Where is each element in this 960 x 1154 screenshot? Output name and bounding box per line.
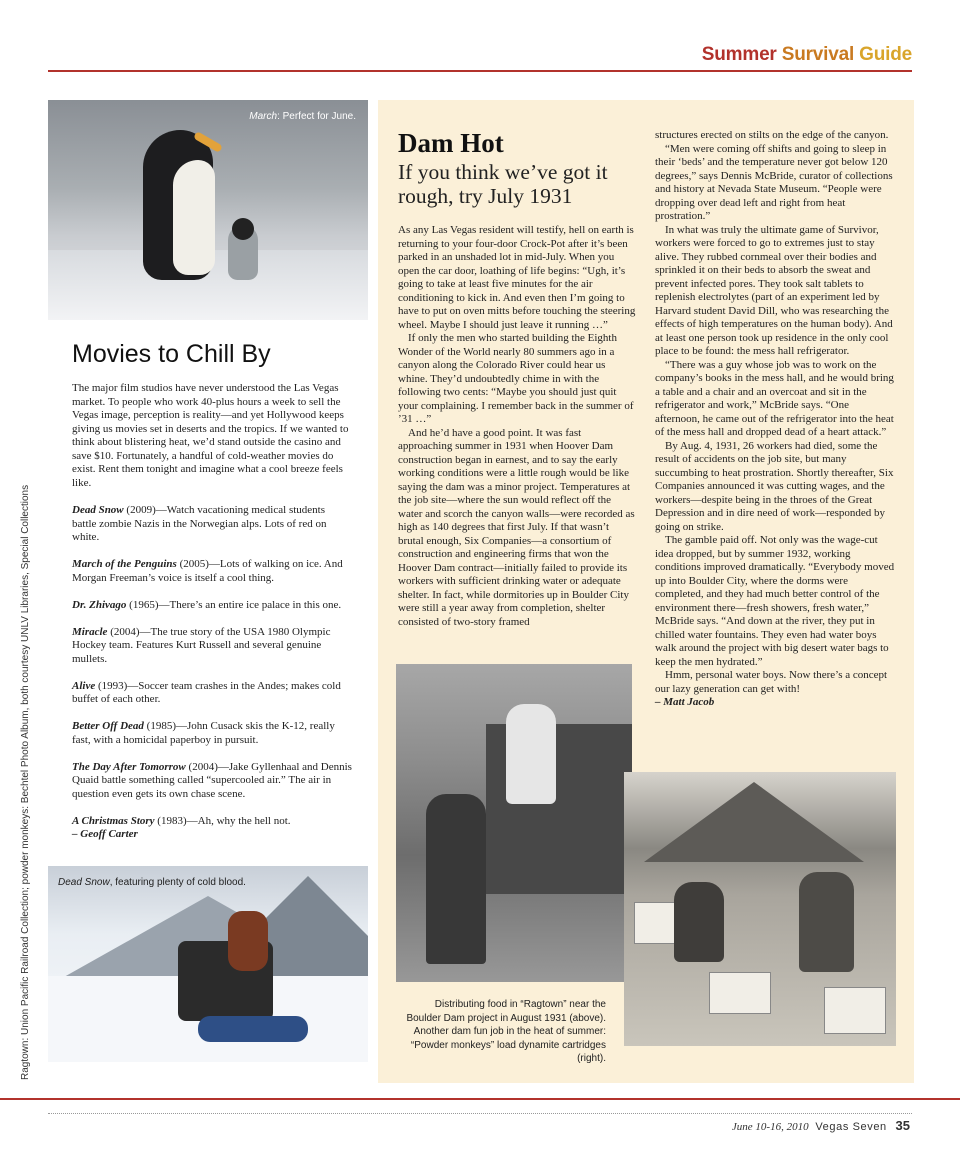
issue-date: June 10-16, 2010 [731,1121,809,1133]
movie-desc: Watch vacationing medical students battle zombie Nazis in the Norwegian alps. Lots of red on white. [72,504,327,543]
list-item [72,504,352,545]
paragraph: “There was a guy whose job was to work on the company’s books in the mess hall, and he would bring a table and a chair and an overcoat and sit in the refrigerator and work,” McBride says. “One afternoon, he came out of the refrigerator into the heat of the mess hall and dropped dead of a heart attack.” [655,358,894,438]
movie-desc: Ah, why the hell not. [197,814,291,827]
movie-desc: Soccer team crashes in the Andes; makes cold buffet of each other. [72,679,341,705]
fallen-figure [198,1016,308,1042]
dam-mountain [644,782,864,862]
powder-monkeys-photo [624,772,896,1046]
ragtown-family [426,794,486,964]
section-title-word-2: Survival [781,44,855,65]
movie-title: March of the Penguins [72,558,177,570]
dam-subtitle: If you think we’ve got it rough, try July 1931 [398,160,608,208]
movie-year: (2004)— [107,625,151,638]
penguin-caption-title: March [249,111,278,122]
penguin-caption [249,110,356,123]
dam-title: Dam Hot [398,128,504,158]
paragraph: By Aug. 4, 1931, 26 workers had died, some the result of accidents on the job site, but many succumbing to heat prostration. Shortly thereafter, Six Companies announced it was cutting wages, and the workers—despite being in the throes of the Great Depression and in dire need of work—responded by going on strike. [655,439,894,533]
paragraph: In what was truly the ultimate game of Survivor, workers were forced to go to extremes just to stay alive. They rubbed cornmeal over their bodies and sprinkled it on their beds to absorb the sweat and prevent infected pores. They took salt tablets to replenish electrolytes (part of an experiment led by Harvard student David Dill, who was researching the effects of high temperatures on the human body). And at least one person took up residence in the only cool place to be found: the mess hall refrigerator. [655,223,893,357]
ragtown-photo [396,664,632,982]
movie-year: (1993)— [95,679,139,692]
page-number: 35 [895,1118,910,1133]
movie-desc: John Cusack skis the K-12, really fast, with a homicidal paperboy in pursuit. [72,720,335,746]
photo-credit: Ragtown: Union Pacific Railroad Collection; powder monkeys: Bechtel Photo Album, both courtesy UNLV Libraries, Special Collections [20,484,31,1080]
dam-column-2 [655,129,895,710]
movie-year: (1985)— [143,720,187,732]
movie-title: Dr. Zhivago [72,598,127,611]
footer-dotted-rule [48,1113,912,1114]
powder-monkey-worker [799,872,854,972]
movie-title: Dead Snow [72,504,124,516]
dynamite-box [709,972,771,1014]
list-item [72,558,352,585]
movie-desc: The true story of the USA 1980 Olympic Hockey team. Features Kurt Russell and several genuine mullets. [72,625,331,665]
movies-list [72,504,352,842]
paragraph: If only the men who started building the Eighth Wonder of the World nearly 80 summers ago in a canyon along the Colorado River could hear us whine. They’d undoubtedly chime in with the following two cents: “Maybe you should just quit your complaining. I remember back in the summer of ’31 …” [398,332,634,425]
section-title-word-1: Summer [701,44,777,65]
penguin-belly [173,160,215,275]
movie-desc: Jake Gyllenhaal and Dennis Quaid battle something called “supercooled air.” The air in question even gets its own chase scene. [72,760,352,800]
list-item [72,680,352,707]
list-item [72,599,352,613]
magazine-name: Vegas Seven [815,1121,887,1133]
penguin-chick-head [232,218,254,240]
movies-intro: The major film studios have never understood the Las Vegas market. To people who work 40-plus hours a week to sell the Vegas image, perception is reality—and yet Hollywood keeps giving us movies set in deserts and the tropics. If we wanted to think about blistering heat, we’d stand outside the casino and save $10. Fortunately, a handful of cold-weather movies do exist. Rent them tonight and imagine what a cool breeze feels like. [72,382,349,489]
movies-byline: – Geoff Carter [72,828,138,840]
section-title [702,44,912,66]
dam-column-1 [398,224,636,629]
top-rule [48,70,912,72]
bottom-rule [0,1098,960,1100]
penguin-photo [48,100,368,320]
movies-title: Movies to Chill By [72,340,271,368]
dynamite-box [824,987,886,1034]
dead-snow-caption-title: Dead Snow [58,877,110,888]
paragraph: structures erected on stilts on the edge of the canyon. [655,129,889,141]
movie-title: Miracle [72,625,108,638]
paragraph: The gamble paid off. Not only was the wage-cut idea dropped, but by summer 1932, working conditions improved dramatically. “Everybody moved up into Boulder City, where the dorms were completed, and they had much better control of the environment there—fresh showers, fresh water,” McBride says. “And down at the river, they put in chilled water fountains. They even had water boys walk around the project with big desert water bags to keep the men hydrated.” [655,534,895,668]
dead-snow-photo [48,866,368,1062]
snowmobile-rider [228,911,268,971]
movie-title: A Christmas Story [72,814,155,827]
list-item [72,815,352,842]
movie-title: The Day After Tomorrow [72,760,186,773]
movie-desc: There’s an entire ice palace in this one. [169,598,342,611]
section-title-word-3: Guide [859,44,912,65]
paragraph: And he’d have a good point. It was fast approaching summer in 1931 when Hoover Dam construction began in earnest, and to say the early working conditions were a little rough would be like saying the dam was a minor project. Temperatures at the job site—where the sun would reflect off the water and scorch the canyon walls—were recorded as high as 140 degrees that first July. If that wasn’t brutal enough, Six Companies—a consortium of construction and engineering firms that won the Hoover Dam contract—initially failed to provide its workers with sufficient drinking water or adequate shelter. In fact, while dormitories up in Boulder City were still a year away from completion, shelter consisted of two-story framed [398,426,635,628]
penguin-caption-rest: : Perfect for June. [277,111,356,122]
list-item [72,626,352,667]
movie-title: Alive [72,679,96,692]
dead-snow-caption [58,876,246,889]
dead-snow-caption-rest: , featuring plenty of cold blood. [109,877,246,888]
footer [732,1118,910,1133]
movie-desc: Lots of walking on ice. And Morgan Freeman’s voice is itself a cool thing. [72,558,343,584]
ragtown-worker [506,704,556,804]
powder-monkey-worker [674,882,724,962]
movie-year: (2009)— [123,504,167,516]
movie-year: (2005)— [176,558,220,570]
movie-year: (1983)— [154,814,198,827]
dam-photo-caption: Distributing food in “Ragtown” near the Boulder Dam project in August 1931 (above). Another dam fun job in the heat of summer: “Powder monkeys” load dynamite cartridges (right). [406,999,606,1064]
paragraph: Hmm, personal water boys. Now there’s a concept our lazy generation can get with! [655,669,888,695]
movie-year: (2004)— [185,760,229,773]
movie-title: Better Off Dead [72,720,144,732]
list-item [72,720,352,747]
movie-year: (1965)— [126,598,170,611]
dam-byline: – Matt Jacob [655,696,715,708]
paragraph: As any Las Vegas resident will testify, hell on earth is returning to your four-door Crock-Pot after it’s been parked in an unshaded lot in mid-July. When you open the car door, loathing of life begins: “Ugh, it’s going to take at least five minutes for the air conditioning to kick in. And even then I’m going to have to put on oven mitts before touching the steering wheel. Maybe I should just leave it running …” [398,224,636,331]
paragraph: “Men were coming off shifts and going to sleep in their ‘beds’ and the temperature never got below 120 degrees,” says Dennis McBride, curator of collections and history at Nevada State Museum. “People were dropping over dead left and right from heat prostration.” [655,142,893,222]
list-item [72,761,352,802]
